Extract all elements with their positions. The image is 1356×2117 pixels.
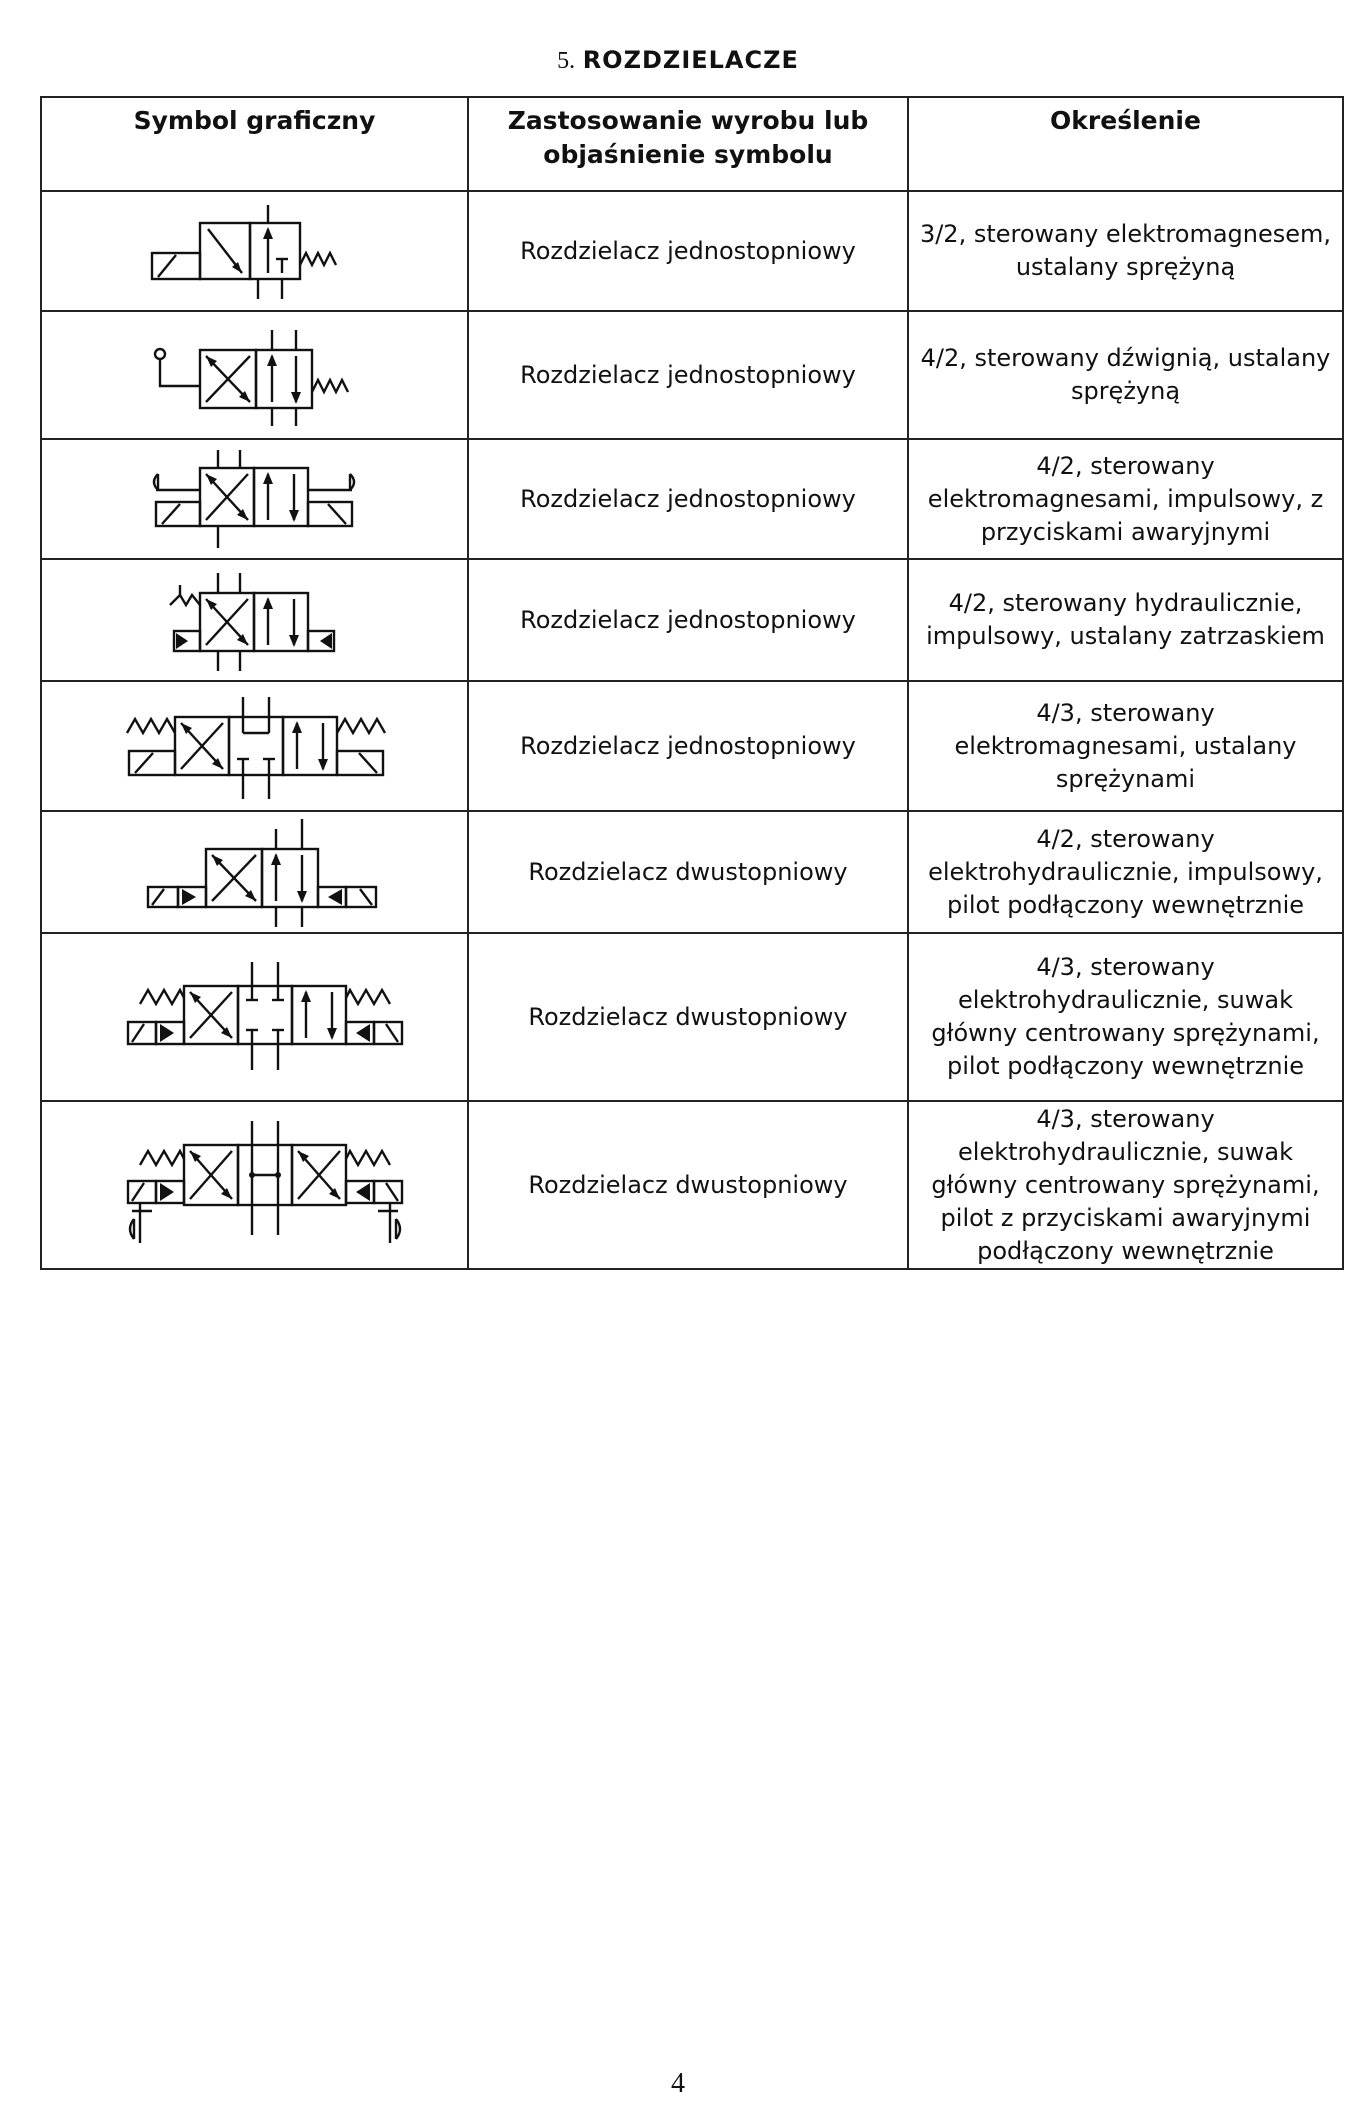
valve-4-3-electrohydraulic-buttons-icon	[100, 1115, 410, 1255]
usage-cell: Rozdzielacz jednostopniowy	[468, 559, 908, 681]
symbol-cell	[41, 1101, 468, 1269]
definition-cell: 4/2, sterowany dźwignią, ustalany sprężyną	[908, 311, 1343, 439]
table-row	[41, 1101, 1343, 1269]
valve-4-3-solenoid-springs-icon	[115, 689, 395, 804]
symbol-cell	[41, 681, 468, 811]
table-row	[41, 681, 1343, 811]
definition-cell: 4/2, sterowany elektrohydraulicznie, impulsowy, pilot podłączony wewnętrznie	[908, 811, 1343, 933]
table-row	[41, 811, 1343, 933]
usage-cell: Rozdzielacz dwustopniowy	[468, 1101, 908, 1269]
usage-cell: Rozdzielacz jednostopniowy	[468, 681, 908, 811]
section-title	[0, 46, 1356, 75]
valve-4-3-electrohydraulic-spring-centered-icon	[100, 952, 410, 1082]
table-header-row	[41, 97, 1343, 191]
section-number: 5.	[557, 48, 576, 74]
definition-cell: 3/2, sterowany elektromagnesem, ustalany sprężyną	[908, 191, 1343, 311]
usage-cell: Rozdzielacz jednostopniowy	[468, 191, 908, 311]
usage-cell: Rozdzielacz dwustopniowy	[468, 811, 908, 933]
valve-4-2-hydraulic-detent-icon	[140, 565, 370, 675]
header-symbol: Symbol graficzny	[41, 97, 468, 191]
valves-table	[40, 96, 1344, 1270]
header-usage: Zastosowanie wyrobu lub objaśnienie symbolu	[468, 97, 908, 191]
usage-cell: Rozdzielacz dwustopniowy	[468, 933, 908, 1101]
page-number: 4	[671, 2068, 685, 2099]
table-row	[41, 559, 1343, 681]
definition-cell: 4/2, sterowany hydraulicznie, impulsowy, ustalany zatrzaskiem	[908, 559, 1343, 681]
valve-4-2-lever-spring-icon	[140, 320, 370, 430]
symbol-cell	[41, 191, 468, 311]
table-row	[41, 933, 1343, 1101]
definition-cell: 4/3, sterowany elektrohydraulicznie, suwak główny centrowany sprężynami, pilot podłączony wewnętrznie	[908, 933, 1343, 1101]
definition-cell: 4/2, sterowany elektromagnesami, impulsowy, z przyciskami awaryjnymi	[908, 439, 1343, 559]
usage-cell: Rozdzielacz jednostopniowy	[468, 439, 908, 559]
section-heading: ROZDZIELACZE	[582, 46, 799, 74]
valve-4-2-solenoid-impulse-icon	[140, 444, 370, 554]
symbol-cell	[41, 933, 468, 1101]
symbol-cell	[41, 559, 468, 681]
table-row	[41, 191, 1343, 311]
usage-cell: Rozdzielacz jednostopniowy	[468, 311, 908, 439]
symbol-cell	[41, 311, 468, 439]
table-row	[41, 439, 1343, 559]
header-definition: Określenie	[908, 97, 1343, 191]
table-row	[41, 311, 1343, 439]
definition-cell: 4/3, sterowany elektrohydraulicznie, suwak główny centrowany sprężynami, pilot z przyciskami awaryjnymi podłączony wewnętrznie	[908, 1101, 1343, 1269]
symbol-cell	[41, 811, 468, 933]
definition-cell: 4/3, sterowany elektromagnesami, ustalany sprężynami	[908, 681, 1343, 811]
valve-3-2-solenoid-spring-icon	[140, 201, 370, 301]
symbol-cell	[41, 439, 468, 559]
valve-4-2-electrohydraulic-impulse-icon	[130, 815, 380, 930]
